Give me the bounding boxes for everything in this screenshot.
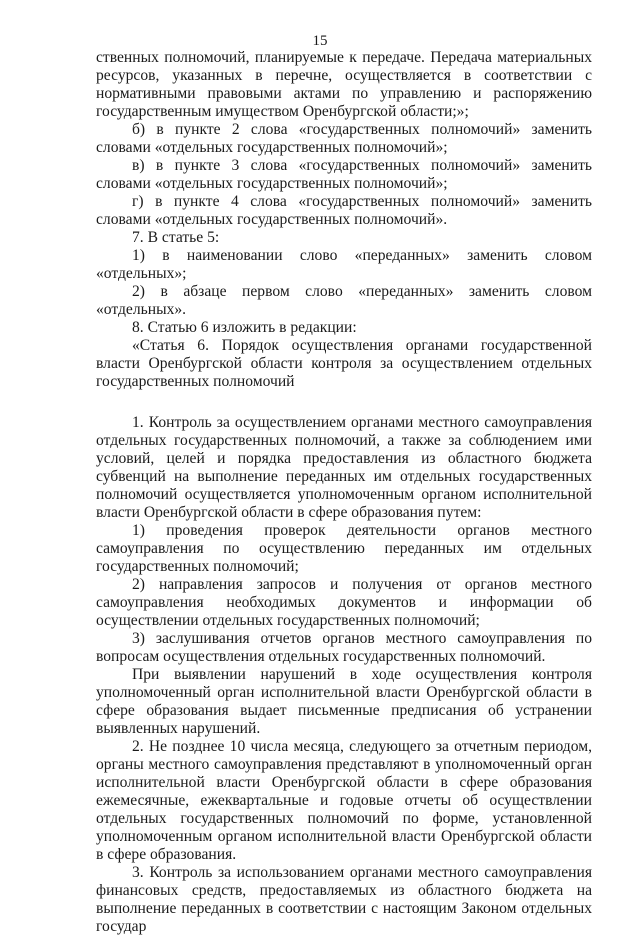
article-6-point-1-sub-3: 3) заслушивания отчетов органов местного самоуправления по вопросам осуществления отдельных государственных полномочий.: [96, 630, 592, 665]
article-6-point-1: 1. Контроль за осуществлением органами местного самоуправления отдельных государственных полномочий, а также за соблюдением ими условий, целей и порядка предоставления из областного бюджета субвенций на выполнение переданных им отдельных государственных полномочий осуществляется уполномоченным органом исполнительной власти Оренбургской области в сфере образования путем:: [96, 414, 592, 521]
paragraph-continuation: ственных полномочий, планируемые к передаче. Передача материальных ресурсов, указанных в перечне, осуществляется в соответствии с нормативными правовыми актами по управлению и распоряжению государственным имуществом Оренбургской области;»;: [96, 49, 592, 120]
article-6-heading: «Статья 6. Порядок осуществления органами государственной власти Оренбургской области контроля за осуществлением отдельных государственных полномочий: [96, 337, 592, 390]
article-6-violations: При выявлении нарушений в ходе осуществления контроля уполномоченный орган исполнительной власти Оренбургской области в сфере образования выдает письменные предписания об устранении выявленных нарушений.: [96, 666, 592, 737]
paragraph-item-b: б) в пункте 2 слова «государственных полномочий» заменить словами «отдельных государственных полномочий»;: [96, 121, 592, 156]
paragraph-article-6-intro: 8. Статью 6 изложить в редакции:: [132, 319, 357, 336]
article-6-point-1-sub-1: 1) проведения проверок деятельности органов местного самоуправления по осуществлению переданных им отдельных государственных полномочий;: [96, 522, 592, 575]
paragraph-item-v: в) в пункте 3 слова «государственных полномочий» заменить словами «отдельных государственных полномочий»;: [96, 157, 592, 192]
article-6-point-3: 3. Контроль за использованием органами местного самоуправления финансовых средств, предоставляемых из областного бюджета на выполнение переданных в соответствии с настоящим Законом отдельных государ: [96, 864, 592, 935]
paragraph-article-5-item-2: 2) в абзаце первом слово «переданных» заменить словом «отдельных».: [96, 283, 592, 318]
blank-line: [96, 391, 592, 414]
page-number: 15: [312, 33, 328, 49]
paragraph-article-5: 7. В статье 5:: [132, 229, 220, 246]
article-6-point-2: 2. Не позднее 10 числа месяца, следующего за отчетным периодом, органы местного самоуправления представляют в уполномоченный орган исполнительной власти Оренбургской области в сфере образования ежемесячные, ежеквартальные и годовые отчеты об осуществлении отдельных государственных полномочий по форме, установленной уполномоченным органом исполнительной власти Оренбургской области в сфере образования.: [96, 738, 592, 863]
paragraph-article-5-item-1: 1) в наименовании слово «переданных» заменить словом «отдельных»;: [96, 247, 592, 282]
document-body: [96, 49, 592, 936]
paragraph-item-g: г) в пункте 4 слова «государственных полномочий» заменить словами «отдельных государственных полномочий».: [96, 193, 592, 228]
article-6-point-1-sub-2: 2) направления запросов и получения от органов местного самоуправления необходимых документов и информации об осуществлении отдельных государственных полномочий;: [96, 576, 592, 629]
